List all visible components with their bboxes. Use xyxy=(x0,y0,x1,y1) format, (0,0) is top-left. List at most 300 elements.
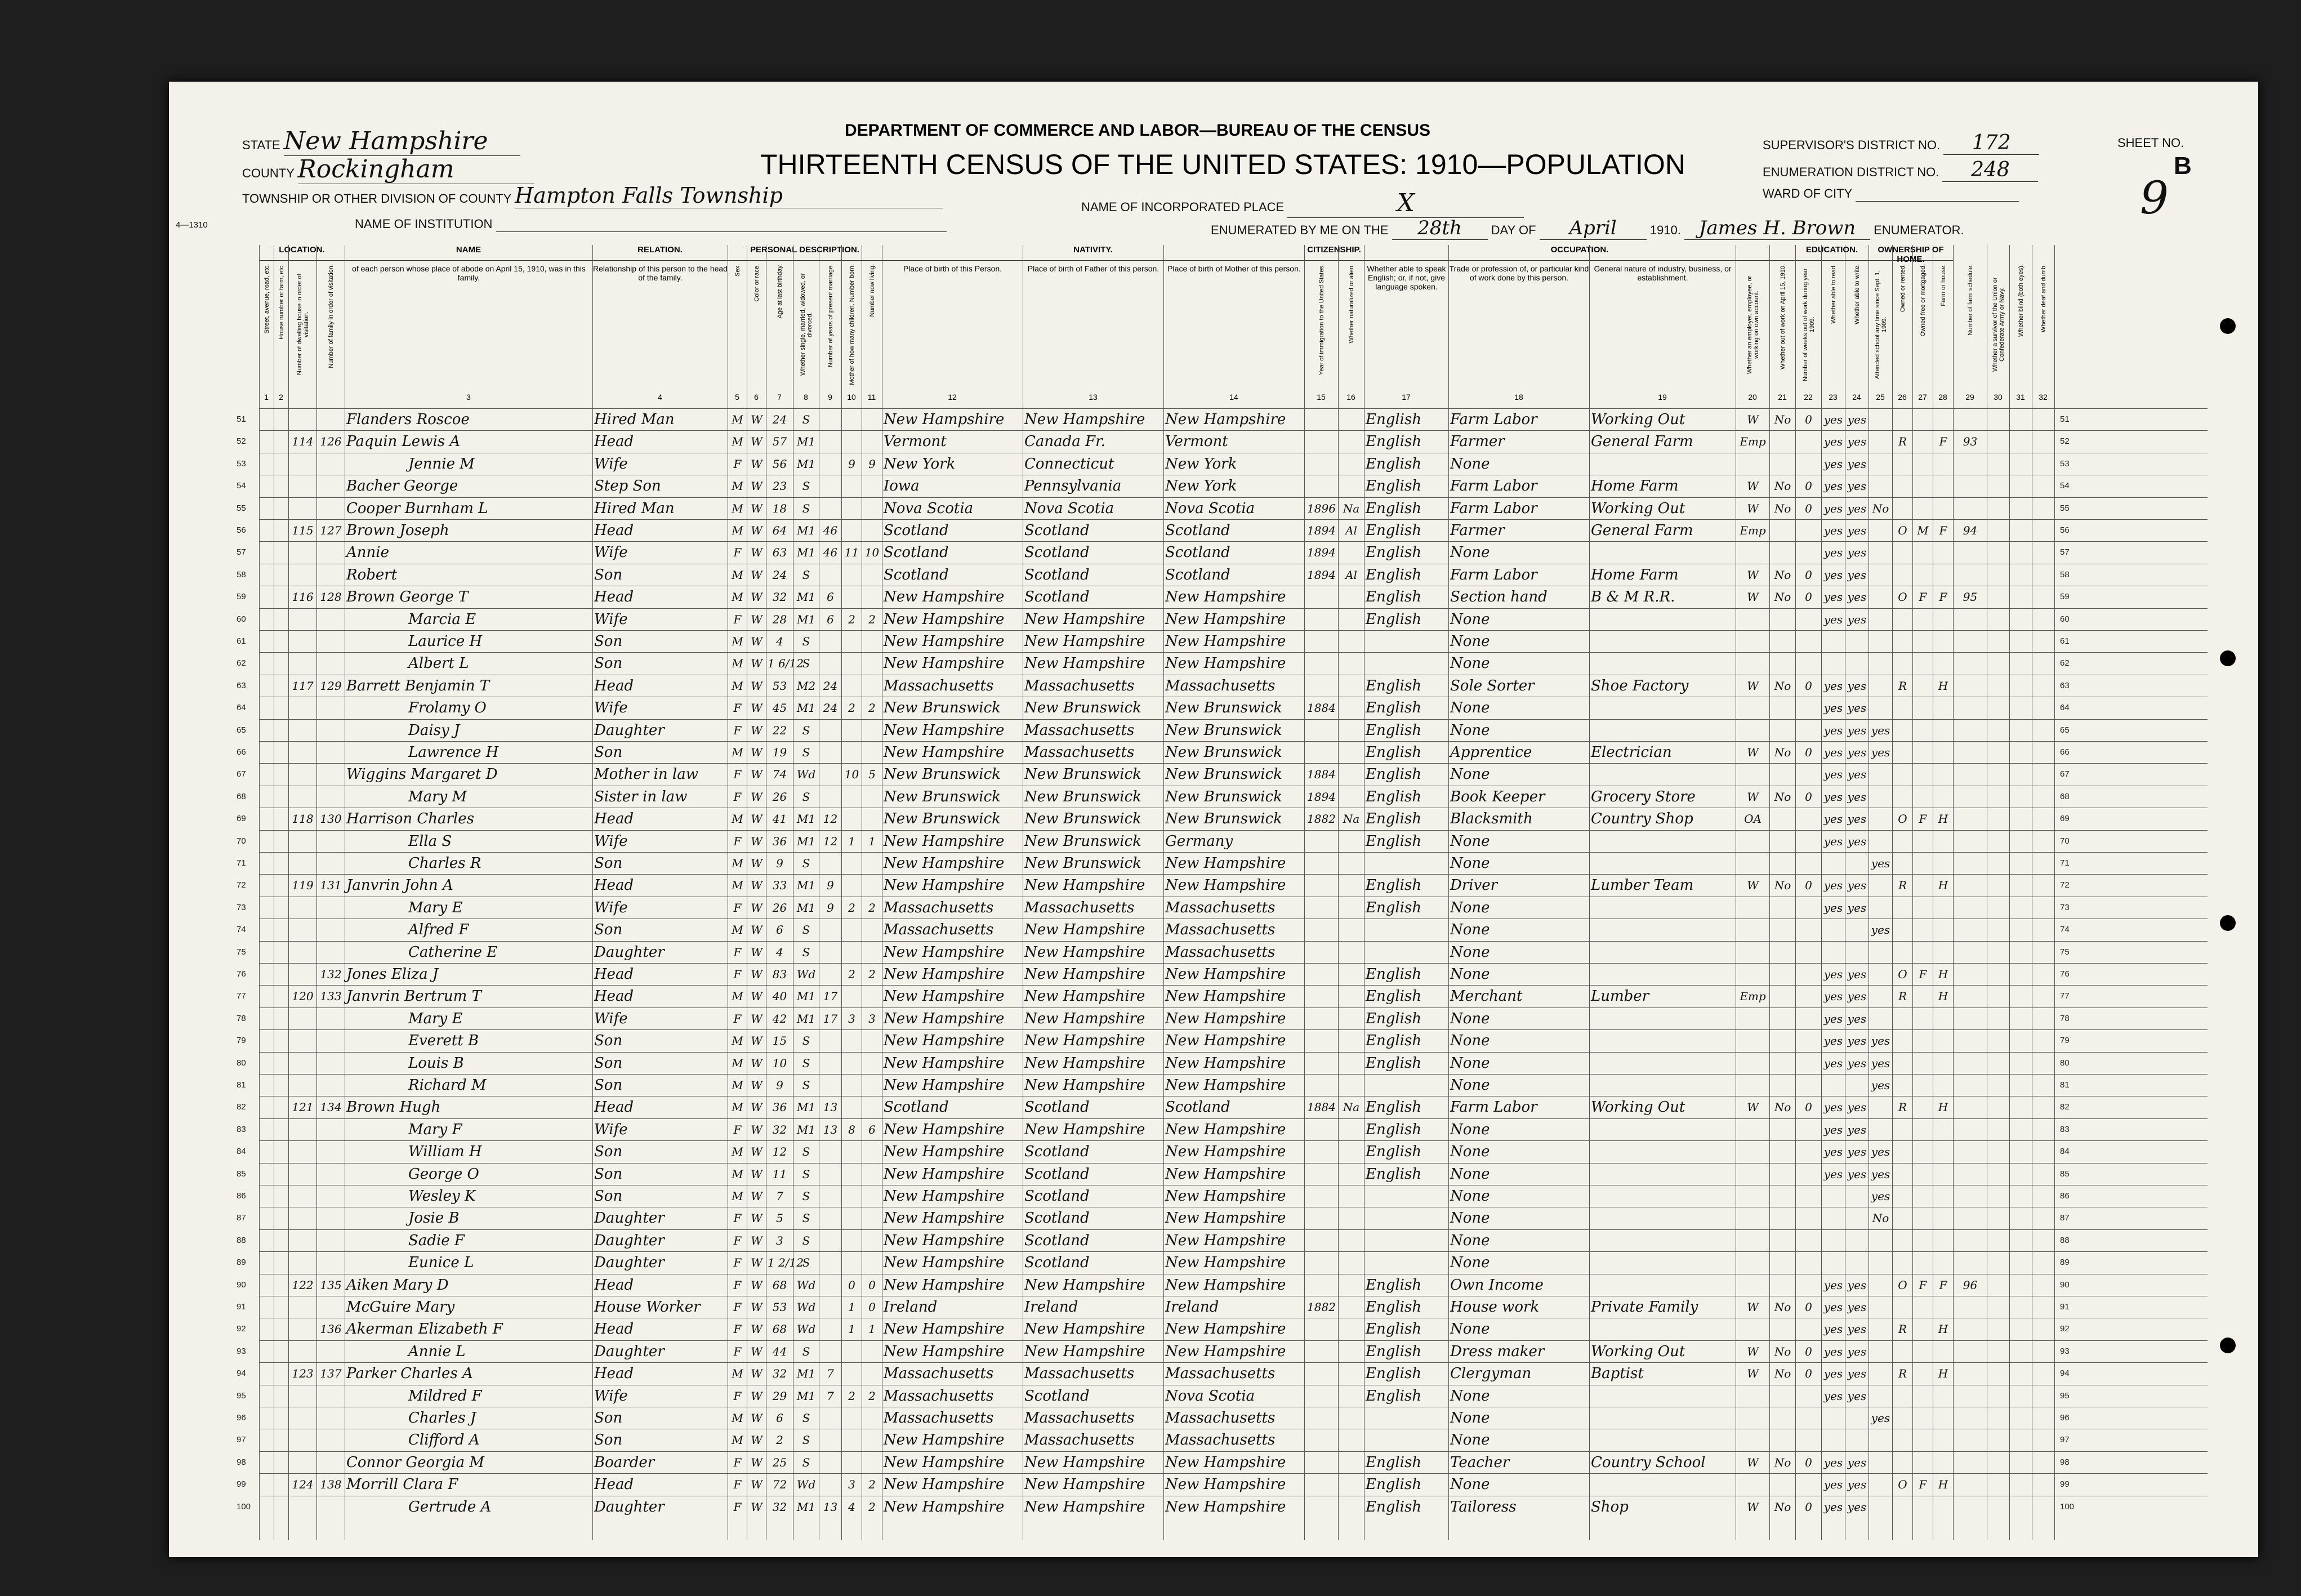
ward-label: WARD OF CITY xyxy=(1763,186,1852,200)
cell-wr: yes xyxy=(1847,1500,1867,1514)
cell-ym xyxy=(820,1163,840,1185)
cell-ym xyxy=(820,1030,840,1052)
census-row xyxy=(237,1451,2208,1473)
line-number: 73 xyxy=(237,902,246,912)
cell-ow: No xyxy=(1774,679,1791,693)
line-number: 84 xyxy=(2060,1147,2070,1157)
cell-sex: F xyxy=(733,1455,742,1469)
cell-cl xyxy=(863,1053,881,1075)
cell-occ: None xyxy=(1450,943,1490,961)
line-number: 75 xyxy=(2060,947,2070,957)
cell-wk xyxy=(1797,1274,1820,1296)
cell-age: 63 xyxy=(772,546,787,560)
cell-eng: English xyxy=(1366,411,1422,428)
cell-farm xyxy=(1934,631,1952,653)
cell-eng xyxy=(1366,1185,1447,1207)
line-number: 59 xyxy=(237,592,246,602)
cell-pob: New Hampshire xyxy=(884,589,1005,606)
cell-age: 33 xyxy=(772,879,787,893)
cell-ym xyxy=(820,1141,840,1163)
cell-free xyxy=(1914,409,1932,431)
column-header xyxy=(1736,262,1769,389)
cell-rd xyxy=(1823,1207,1844,1229)
cell-own xyxy=(1894,1496,1911,1518)
cell-emp: W xyxy=(1747,1100,1759,1114)
cell-cl: 0 xyxy=(868,1300,876,1314)
cell-nat xyxy=(1340,831,1363,853)
column-number: 25 xyxy=(1876,393,1885,402)
cell-free xyxy=(1914,1030,1932,1052)
cell-free xyxy=(1914,1119,1932,1141)
cell-fm xyxy=(318,653,344,675)
cell-age: 53 xyxy=(772,1300,787,1314)
cell-rd xyxy=(1823,1230,1844,1252)
cell-own xyxy=(1894,897,1911,919)
cell-sex: M xyxy=(732,812,743,826)
cell-fm: 127 xyxy=(320,524,342,537)
cell-dw: 120 xyxy=(292,989,314,1004)
cell-eng: English xyxy=(1366,988,1422,1005)
cell-imm xyxy=(1306,1207,1337,1229)
cell-rel: Daughter xyxy=(594,1232,665,1249)
cell-sex: M xyxy=(732,1078,743,1092)
column-header xyxy=(1912,262,1933,389)
cell-ym xyxy=(820,853,840,875)
cell-rel: Wife xyxy=(594,610,628,628)
cell-fpob: New Hampshire xyxy=(1024,1498,1145,1515)
line-number: 77 xyxy=(2060,991,2070,1001)
cell-free xyxy=(1914,697,1932,719)
cell-own xyxy=(1894,542,1911,564)
cell-ind xyxy=(1591,542,1734,564)
cell-fm xyxy=(318,564,344,586)
cell-rel: Mother in law xyxy=(594,766,698,783)
line-number: 55 xyxy=(237,503,246,513)
line-number: 96 xyxy=(237,1413,246,1423)
cell-dw: 123 xyxy=(292,1367,314,1381)
cell-cb: 11 xyxy=(844,546,859,560)
cell-imm xyxy=(1306,1141,1337,1163)
cell-ym xyxy=(820,742,840,764)
cell-fpob: New Hampshire xyxy=(1024,1343,1145,1360)
cell-own: O xyxy=(1898,812,1907,826)
cell-age: 1 2/12 xyxy=(768,1256,804,1270)
cell-rel: Head xyxy=(594,677,634,694)
cell-cl xyxy=(863,875,881,897)
cell-fm: 128 xyxy=(320,590,342,604)
cell-imm xyxy=(1306,609,1337,631)
cell-nat xyxy=(1340,409,1363,431)
cell-occ: Blacksmith xyxy=(1450,810,1533,828)
cell-nat xyxy=(1340,1252,1363,1274)
cell-pob: New Brunswick xyxy=(884,788,1001,805)
cell-sch xyxy=(1955,653,1986,675)
line-number: 72 xyxy=(237,880,246,890)
cell-fm xyxy=(318,453,344,475)
cell-emp xyxy=(1737,453,1768,475)
cell-cb: 9 xyxy=(848,457,855,471)
cell-fpob: New Brunswick xyxy=(1024,766,1141,783)
line-number: 79 xyxy=(237,1036,246,1046)
cell-race: W xyxy=(751,1256,762,1270)
cell-rd xyxy=(1823,1407,1844,1429)
cell-eng xyxy=(1366,631,1447,653)
cell-nat xyxy=(1340,875,1363,897)
cell-age: 36 xyxy=(772,1100,787,1114)
cell-wk xyxy=(1797,431,1820,453)
cell-name: Mary F xyxy=(408,1121,462,1138)
cell-imm xyxy=(1306,586,1337,608)
binder-hole xyxy=(2220,1338,2236,1353)
cell-pob: New Hampshire xyxy=(884,1121,1005,1138)
cell-mpob: New Hampshire xyxy=(1165,1498,1286,1515)
cell-farm xyxy=(1934,1496,1952,1518)
cell-race: W xyxy=(751,1100,762,1114)
cell-wk xyxy=(1797,453,1820,475)
cell-mpob: New Hampshire xyxy=(1165,1232,1286,1249)
cell-race: W xyxy=(751,457,762,471)
cell-ym xyxy=(820,1407,840,1429)
cell-att xyxy=(1870,808,1891,830)
cell-age: 4 xyxy=(776,945,783,959)
cell-dw xyxy=(290,786,315,808)
cell-cl xyxy=(863,1030,881,1052)
cell-mpob: Massachusetts xyxy=(1165,899,1276,916)
cell-emp: W xyxy=(1747,413,1759,426)
cell-mpob: Germany xyxy=(1165,832,1233,850)
cell-own: R xyxy=(1898,1322,1907,1336)
cell-fpob: Massachusetts xyxy=(1024,1365,1135,1383)
cell-free xyxy=(1914,1163,1932,1185)
cell-farm xyxy=(1934,919,1952,941)
cell-pob: Iowa xyxy=(884,478,920,495)
cell-wr: yes xyxy=(1847,1122,1867,1136)
cell-name: Marcia E xyxy=(408,610,476,628)
cell-ym: 46 xyxy=(823,546,838,560)
cell-race: W xyxy=(751,413,762,426)
cell-sch xyxy=(1955,1163,1986,1185)
cell-name: Janvrin Bertrum T xyxy=(346,988,481,1005)
cell-race: W xyxy=(751,1233,762,1247)
cell-ind: Working Out xyxy=(1591,411,1685,428)
cell-imm xyxy=(1306,1075,1337,1096)
cell-ow xyxy=(1771,1474,1794,1496)
cell-att xyxy=(1870,1385,1891,1407)
cell-own xyxy=(1894,786,1911,808)
column-header xyxy=(1448,262,1589,389)
cell-ms: Wd xyxy=(796,1278,816,1292)
cell-sex: F xyxy=(733,1233,742,1247)
cell-name: Laurice H xyxy=(408,633,483,650)
cell-occ: None xyxy=(1450,1188,1490,1205)
line-number: 85 xyxy=(237,1169,246,1179)
cell-cl xyxy=(863,1096,881,1118)
cell-sch: 93 xyxy=(1963,435,1978,449)
cell-race: W xyxy=(751,612,762,626)
cell-cb xyxy=(843,1075,860,1096)
cell-mpob: New Hampshire xyxy=(1165,966,1286,983)
enumerated-field xyxy=(1211,217,1964,240)
enumerator-label: ENUMERATOR. xyxy=(1874,223,1964,237)
enumeration-value: 248 xyxy=(1942,158,2038,182)
cell-eng xyxy=(1366,1429,1447,1451)
township-label: TOWNSHIP OR OTHER DIVISION OF COUNTY xyxy=(242,191,511,206)
cell-mpob: Ireland xyxy=(1165,1299,1219,1316)
cell-eng: English xyxy=(1366,1365,1422,1383)
cell-mpob: New York xyxy=(1165,478,1237,495)
census-row xyxy=(237,1496,2208,1518)
cell-emp xyxy=(1737,1230,1768,1252)
cell-emp: W xyxy=(1747,746,1759,759)
cell-ind xyxy=(1591,609,1734,631)
cell-cb xyxy=(843,742,860,764)
cell-race: W xyxy=(751,701,762,715)
cell-age: 40 xyxy=(772,989,787,1004)
cell-att: yes xyxy=(1871,1189,1890,1203)
cell-wr xyxy=(1847,1207,1867,1229)
cell-att: yes xyxy=(1871,923,1890,937)
cell-wk: 0 xyxy=(1805,879,1812,893)
cell-ms: S xyxy=(802,635,810,648)
cell-fm: 135 xyxy=(320,1278,342,1292)
column-header-label: Street, avenue, road, etc. xyxy=(263,264,270,334)
binder-hole xyxy=(2220,650,2236,666)
cell-sex: F xyxy=(733,1389,742,1403)
cell-wr: yes xyxy=(1847,1300,1867,1314)
cell-ym: 6 xyxy=(827,612,834,626)
cell-fpob: Scotland xyxy=(1024,1232,1090,1249)
cell-own xyxy=(1894,1207,1911,1229)
cell-emp xyxy=(1737,1207,1768,1229)
cell-pob: New Hampshire xyxy=(884,610,1005,628)
cell-free xyxy=(1914,942,1932,964)
census-row xyxy=(237,1163,2208,1185)
cell-wr: yes xyxy=(1847,479,1867,493)
cell-free xyxy=(1914,1429,1932,1451)
cell-ms: S xyxy=(802,746,810,759)
column-number: 7 xyxy=(777,393,782,402)
cell-fm xyxy=(318,631,344,653)
cell-cb: 2 xyxy=(848,1389,855,1403)
cell-ind: Grocery Store xyxy=(1591,788,1696,805)
cell-dw xyxy=(290,1163,315,1185)
line-number: 95 xyxy=(2060,1390,2070,1401)
cell-mpob: Massachusetts xyxy=(1165,1432,1276,1449)
cell-cb xyxy=(843,675,860,697)
cell-occ: Farmer xyxy=(1450,433,1505,451)
cell-rel: Hired Man xyxy=(594,411,675,428)
cell-farm xyxy=(1934,742,1952,764)
cell-own xyxy=(1894,720,1911,742)
line-number: 95 xyxy=(237,1390,246,1401)
cell-age: 22 xyxy=(772,723,787,737)
cell-imm: 1894 xyxy=(1307,790,1336,804)
cell-ms: M1 xyxy=(796,701,816,715)
cell-occ: None xyxy=(1450,1232,1490,1249)
cell-age: 64 xyxy=(772,524,787,537)
cell-wk xyxy=(1797,897,1820,919)
cell-nat xyxy=(1340,897,1363,919)
column-number: 3 xyxy=(466,393,471,402)
census-row xyxy=(237,1140,2208,1162)
cell-pob: Ireland xyxy=(884,1299,938,1316)
cell-own: R xyxy=(1898,1100,1907,1114)
line-number: 70 xyxy=(237,836,246,846)
cell-race: W xyxy=(751,679,762,693)
cell-name: Lawrence H xyxy=(408,744,499,761)
cell-ind xyxy=(1591,1207,1734,1229)
cell-cl xyxy=(863,1141,881,1163)
cell-ms: M1 xyxy=(796,546,816,560)
cell-race: W xyxy=(751,900,762,915)
cell-wr: yes xyxy=(1847,879,1867,893)
cell-dw xyxy=(290,1407,315,1429)
cell-rd: yes xyxy=(1823,1344,1843,1358)
cell-emp xyxy=(1737,964,1768,986)
cell-sch xyxy=(1955,919,1986,941)
incorporated-field xyxy=(1081,189,1524,218)
cell-cl xyxy=(863,586,881,608)
line-number: 74 xyxy=(237,925,246,935)
cell-mpob: Vermont xyxy=(1165,433,1228,451)
cell-cl xyxy=(863,1207,881,1229)
cell-ms: M1 xyxy=(796,612,816,626)
cell-farm: H xyxy=(1938,989,1948,1004)
column-header-label: Owned free or mortgaged. xyxy=(1919,264,1927,337)
cell-fm xyxy=(318,1341,344,1363)
cell-pob: New Hampshire xyxy=(884,943,1005,961)
column-group-header: CITIZENSHIP. xyxy=(1304,245,1364,261)
column-header-label: Farm or house. xyxy=(1939,264,1947,306)
cell-att xyxy=(1870,1452,1891,1474)
cell-cl xyxy=(863,853,881,875)
cell-ow xyxy=(1771,631,1794,653)
cell-sch xyxy=(1955,1008,1986,1030)
cell-farm: H xyxy=(1938,1100,1948,1114)
cell-race: W xyxy=(751,1078,762,1092)
column-number: 11 xyxy=(867,393,876,402)
cell-ms: M1 xyxy=(796,1500,816,1514)
column-number: 20 xyxy=(1748,393,1757,402)
cell-mpob: New Brunswick xyxy=(1165,810,1282,828)
cell-free xyxy=(1914,631,1932,653)
cell-race: W xyxy=(751,1433,762,1447)
cell-emp: W xyxy=(1747,501,1759,515)
line-number: 74 xyxy=(2060,925,2070,935)
cell-occ: Farm Labor xyxy=(1450,478,1537,495)
cell-sex: M xyxy=(732,1167,743,1181)
cell-cb: 3 xyxy=(848,1478,855,1492)
cell-age: 29 xyxy=(772,1389,787,1403)
cell-ind: B & M R.R. xyxy=(1591,589,1675,606)
cell-sch xyxy=(1955,831,1986,853)
census-row xyxy=(237,1318,2208,1340)
cell-wk xyxy=(1797,520,1820,542)
cell-nat xyxy=(1340,1119,1363,1141)
column-group-header: OCCUPATION. xyxy=(1364,245,1795,261)
column-number: 18 xyxy=(1514,393,1523,402)
cell-ms: S xyxy=(802,1233,810,1247)
cell-att xyxy=(1870,697,1891,719)
cell-emp: Emp xyxy=(1740,524,1766,537)
cell-farm xyxy=(1934,1230,1952,1252)
cell-ow: No xyxy=(1774,746,1791,759)
cell-occ: None xyxy=(1450,1077,1490,1094)
cell-occ: None xyxy=(1450,1010,1490,1027)
line-number: 61 xyxy=(2060,636,2070,646)
cell-own xyxy=(1894,1452,1911,1474)
cell-fm: 130 xyxy=(320,812,342,826)
cell-mpob: New Brunswick xyxy=(1165,721,1282,739)
cell-free: F xyxy=(1919,590,1927,604)
census-row xyxy=(237,497,2208,519)
cell-mpob: New Hampshire xyxy=(1165,1054,1286,1072)
cell-rel: Son xyxy=(594,1410,623,1426)
cell-wr: yes xyxy=(1847,968,1867,981)
cell-own xyxy=(1894,1075,1911,1096)
cell-age: 68 xyxy=(772,1278,787,1292)
cell-rel: Son xyxy=(594,1165,623,1183)
cell-sch xyxy=(1955,1096,1986,1118)
cell-att: No xyxy=(1872,1211,1889,1225)
cell-att xyxy=(1870,942,1891,964)
cell-ow: No xyxy=(1774,568,1791,582)
column-header-label: Whether naturalized or alien. xyxy=(1348,264,1355,344)
cell-imm xyxy=(1306,742,1337,764)
cell-cb xyxy=(843,431,860,453)
cell-wr: yes xyxy=(1847,1478,1867,1492)
cell-wr xyxy=(1847,1407,1867,1429)
cell-sex: F xyxy=(733,1122,742,1136)
cell-ow xyxy=(1771,764,1794,786)
ward-field xyxy=(1763,186,2019,202)
county-value: Rockingham xyxy=(298,155,534,184)
cell-fpob: Scotland xyxy=(1024,1210,1090,1227)
cell-race: W xyxy=(751,1167,762,1181)
line-number: 92 xyxy=(2060,1324,2070,1334)
enumeration-label: ENUMERATION DISTRICT NO. xyxy=(1763,165,1939,179)
cell-fm xyxy=(318,1407,344,1429)
cell-age: 45 xyxy=(772,701,787,715)
cell-cb xyxy=(843,564,860,586)
cell-occ: Tailoress xyxy=(1450,1498,1517,1515)
cell-sch xyxy=(1955,786,1986,808)
cell-nat xyxy=(1340,609,1363,631)
cell-wr: yes xyxy=(1847,1344,1867,1358)
cell-cl: 2 xyxy=(868,968,876,981)
cell-cl xyxy=(863,520,881,542)
column-header xyxy=(1845,262,1869,389)
cell-eng xyxy=(1366,1207,1447,1229)
cell-nat xyxy=(1340,586,1363,608)
cell-nat xyxy=(1340,1318,1363,1340)
cell-nat xyxy=(1340,1053,1363,1075)
column-group-header: NATIVITY. xyxy=(882,245,1304,261)
cell-free: F xyxy=(1919,1478,1927,1492)
cell-eng: English xyxy=(1366,1143,1422,1161)
cell-ym xyxy=(820,1230,840,1252)
incorporated-label: NAME OF INCORPORATED PLACE xyxy=(1081,200,1285,214)
line-number: 62 xyxy=(2060,658,2070,668)
cell-ms: M1 xyxy=(796,879,816,893)
cell-own xyxy=(1894,1141,1911,1163)
cell-mpob: Nova Scotia xyxy=(1165,1387,1255,1405)
cell-emp xyxy=(1737,697,1768,719)
cell-emp xyxy=(1737,1385,1768,1407)
cell-att xyxy=(1870,1318,1891,1340)
cell-ind xyxy=(1591,1407,1734,1429)
cell-ym xyxy=(820,653,840,675)
